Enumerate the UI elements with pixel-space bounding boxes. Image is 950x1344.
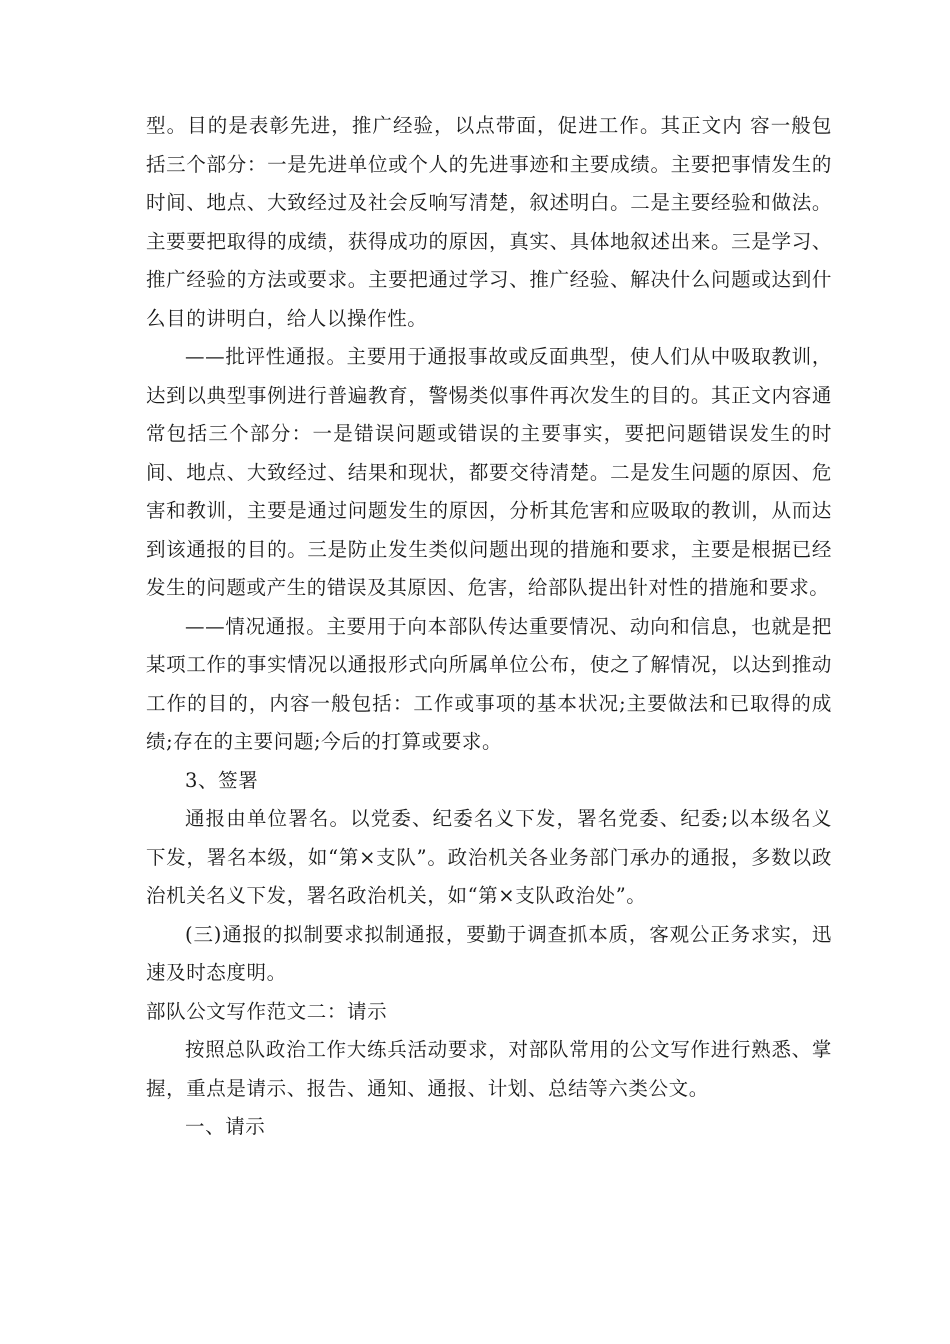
document-page [146,107,832,1147]
heading-request: 一、请示 [185,1115,266,1138]
section-title-sample-two: 部队公文写作范文二：请示 [146,999,388,1023]
paragraph-critical-report: ——批评性通报。主要用于通报事故或反面典型，使人们从中吸取教训，达到以典型事例进行普遍教育，警惕类似事件再次发生的目的。其正文内容通常包括三个部分：一是错误问题或错误的主要事实，要把问题错误发生的时间、地点、大致经过、结果和现状，都要交待清楚。二是发生问题的原因、危害和教训，主要是通过问题发生的原因，分析其危害和应吸取的教训，从而达到该通报的目的。三是防止发生类似问题出现的措施和要求，主要是根据已经发生的问题或产生的错误及其原因、危害，给部队提出针对性的措施和要求。 [146,345,832,599]
paragraph-drafting-requirements: (三)通报的拟制要求拟制通报，要勤于调查抓本质，客观公正务求实，迅速及时态度明。 [146,922,832,984]
paragraph-situation-report: ——情况通报。主要用于向本部队传达重要情况、动向和信息，也就是把某项工作的事实情况以通报形式向所属单位公布，使之了解情况，以达到推动工作的目的，内容一般包括：工作或事项的基本状况;主要做法和已取得的成绩;存在的主要问题;今后的打算或要求。 [146,614,832,753]
paragraph-signature: 通报由单位署名。以党委、纪委名义下发，署名党委、纪委;以本级名义下发，署名本级，如“第×支队”。政治机关各业务部门承办的通报，多数以政治机关名义下发，署名政治机关，如“第×支队政治处”。 [146,807,832,907]
paragraph-commendation-continued: 型。目的是表彰先进，推广经验，以点带面，促进工作。其正文内 容一般包括三个部分：一是先进单位或个人的先进事迹和主要成绩。主要把事情发生的时间、地点、大致经过及社会反响写清楚，叙述明白。二是主要经验和做法。主要要把取得的成绩，获得成功的原因，真实、具体地叙述出来。三是学习、推广经验的方法或要求。主要把通过学习、推广经验、解决什么问题或达到什么目的讲明白，给人以操作性。 [146,114,832,330]
paragraph-intro: 按照总队政治工作大练兵活动要求，对部队常用的公文写作进行熟悉、掌握，重点是请示、报告、通知、通报、计划、总结等六类公文。 [146,1038,832,1100]
heading-signature: 3、签署 [185,768,259,792]
